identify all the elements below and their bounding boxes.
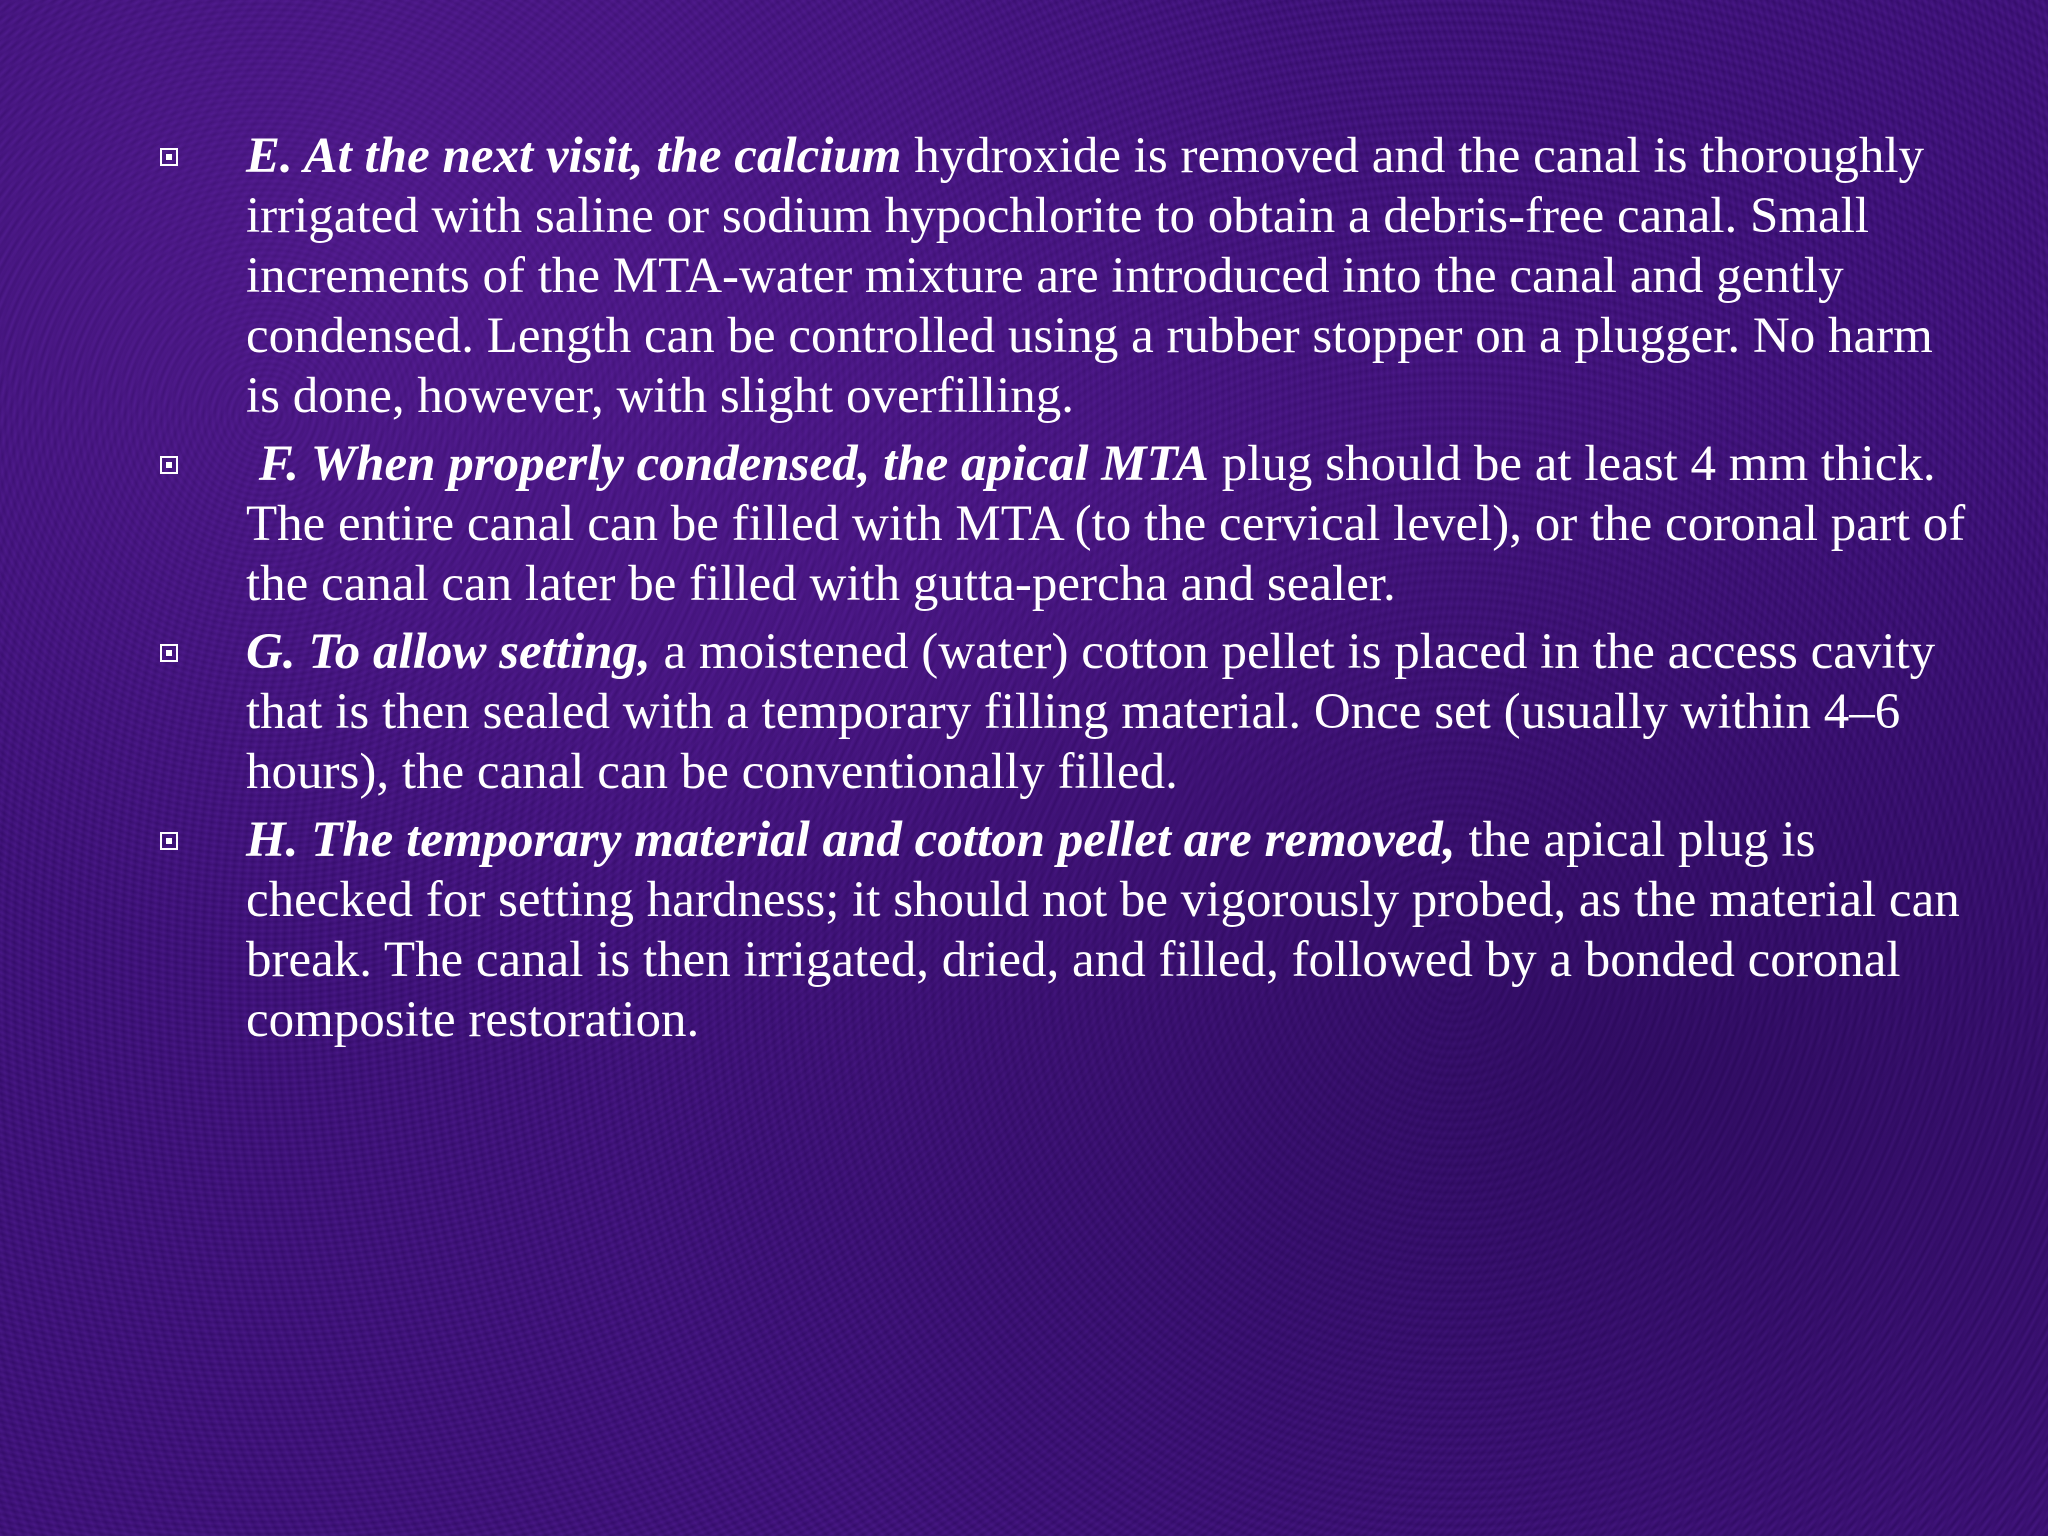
bullet-list [150, 126, 1970, 1058]
bullet-body-g: a moistened (water) cotton pellet is placed in the access cavity that is then sealed with a temporary filling material. Once set (usually within 4–6 hours), the canal can be conventionally filled. [246, 624, 1936, 800]
bullet-lead-f: F. When properly condensed, the apical MTA [246, 436, 1209, 492]
bullet-body-f: plug should be at least 4 mm thick. The entire canal can be filled with MTA (to the cervical level), or the coronal part of the canal can later be filled with gutta-percha and sealer. [246, 436, 1966, 612]
bullet-lead-e: E. At the next visit, the calcium [246, 128, 902, 184]
square-bullet-icon [160, 148, 178, 166]
bullet-body-e: hydroxide is removed and the canal is thoroughly irrigated with saline or sodium hypochlorite to obtain a debris-free canal. Small increments of the MTA-water mixture are introduced into the canal and gently condensed. Length can be controlled using a rubber stopper on a plugger. No harm is done, however, with slight overfilling. [246, 128, 1933, 424]
square-bullet-icon [160, 644, 178, 662]
bullet-lead-h: H. The temporary material and cotton pellet are removed, [246, 812, 1456, 868]
bullet-body-h: the apical plug is checked for setting hardness; it should not be vigorously probed, as the material can break. The canal is then irrigated, dried, and filled, followed by a bonded coronal composite restoration. [246, 812, 1960, 1048]
square-bullet-icon [160, 832, 178, 850]
square-bullet-icon [160, 456, 178, 474]
bullet-item-h [150, 810, 1970, 1050]
bullet-item-g [150, 622, 1970, 802]
bullet-item-f [150, 434, 1970, 614]
bullet-item-e [150, 126, 1970, 426]
bullet-lead-g: G. To allow setting, [246, 624, 651, 680]
